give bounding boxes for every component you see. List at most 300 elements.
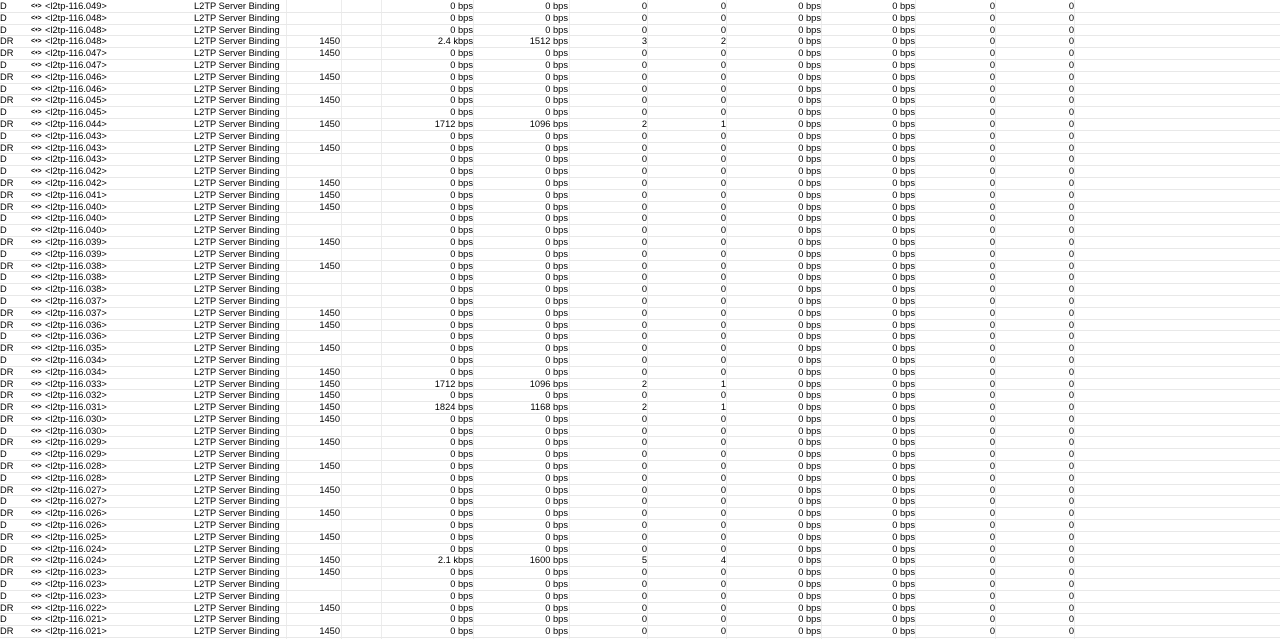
- tx-packet-rate: 0: [641, 461, 647, 472]
- fp-rx-rate: 0 bps: [892, 614, 915, 625]
- flags-cell: D: [0, 295, 7, 306]
- fp-tx-packet-rate: 0: [989, 461, 995, 472]
- fp-tx-rate: 0 bps: [798, 343, 821, 354]
- interface-icon: <•>: [31, 404, 42, 412]
- table-row[interactable]: [0, 390, 1280, 402]
- table-row[interactable]: [0, 367, 1280, 379]
- fp-tx-packet-rate: 0: [989, 496, 995, 507]
- table-row[interactable]: [0, 48, 1280, 60]
- fp-tx-packet-rate: 0: [989, 71, 995, 82]
- fp-rx-packet-rate: 0: [1068, 343, 1074, 354]
- fp-rx-packet-rate: 0: [1068, 36, 1074, 47]
- fp-rx-rate: 0 bps: [892, 472, 915, 483]
- table-row[interactable]: [0, 414, 1280, 426]
- tx-packet-rate: 0: [641, 520, 647, 531]
- actual-mtu: [287, 355, 340, 367]
- tx-rate: 0 bps: [450, 177, 473, 188]
- fp-rx-packet-rate: 0: [1068, 177, 1074, 188]
- fp-rx-packet-rate: 0: [1068, 437, 1074, 448]
- actual-mtu: 1450: [319, 366, 340, 377]
- flags-cell: D: [0, 166, 7, 177]
- interface-type: L2TP Server Binding: [194, 343, 280, 354]
- table-row[interactable]: [0, 449, 1280, 461]
- fp-tx-packet-rate: 0: [989, 48, 995, 59]
- flags-cell: D: [0, 83, 7, 94]
- flags-cell: DR: [0, 343, 14, 354]
- tx-rate: 0 bps: [450, 508, 473, 519]
- table-row[interactable]: [0, 520, 1280, 532]
- rx-rate: 0 bps: [545, 331, 568, 342]
- fp-rx-packet-rate: 0: [1068, 520, 1074, 531]
- table-row[interactable]: [0, 36, 1280, 48]
- interface-icon: <•>: [31, 286, 42, 294]
- interface-icon: <•>: [31, 26, 42, 34]
- flags-cell: D: [0, 248, 7, 259]
- table-row[interactable]: [0, 591, 1280, 603]
- table-row[interactable]: [0, 249, 1280, 261]
- fp-rx-packet-rate: 0: [1068, 602, 1074, 613]
- table-row[interactable]: [0, 1, 1280, 13]
- table-row[interactable]: [0, 261, 1280, 273]
- tx-packet-rate: 0: [641, 83, 647, 94]
- tx-packet-rate: 0: [641, 166, 647, 177]
- fp-rx-rate: 0 bps: [892, 71, 915, 82]
- table-row[interactable]: [0, 119, 1280, 131]
- fp-rx-packet-rate: 0: [1068, 390, 1074, 401]
- fp-tx-packet-rate: 0: [989, 95, 995, 106]
- fp-rx-rate: 0 bps: [892, 12, 915, 23]
- interface-name: <l2tp-116.049>: [45, 1, 107, 11]
- table-row[interactable]: [0, 461, 1280, 473]
- table-row[interactable]: [0, 308, 1280, 320]
- tx-packet-rate: 0: [641, 1, 647, 11]
- table-row[interactable]: [0, 508, 1280, 520]
- rx-packet-rate: 0: [720, 201, 726, 212]
- fp-tx-rate: 0 bps: [798, 319, 821, 330]
- tx-rate: 0 bps: [450, 413, 473, 424]
- interface-icon: <•>: [31, 498, 42, 506]
- fp-rx-packet-rate: 0: [1068, 319, 1074, 330]
- tx-rate: 0 bps: [450, 579, 473, 590]
- rx-rate: 0 bps: [545, 425, 568, 436]
- fp-rx-rate: 0 bps: [892, 402, 915, 413]
- fp-rx-packet-rate: 0: [1068, 626, 1074, 637]
- tx-rate: 0 bps: [450, 130, 473, 141]
- table-row[interactable]: [0, 603, 1280, 615]
- fp-tx-packet-rate: 0: [989, 520, 995, 531]
- interface-type: L2TP Server Binding: [194, 520, 280, 531]
- rx-rate: 0 bps: [545, 520, 568, 531]
- fp-rx-rate: 0 bps: [892, 36, 915, 47]
- table-row[interactable]: [0, 154, 1280, 166]
- tx-packet-rate: 0: [641, 236, 647, 247]
- fp-tx-rate: 0 bps: [798, 425, 821, 436]
- table-row[interactable]: [0, 296, 1280, 308]
- tx-packet-rate: 0: [641, 154, 647, 165]
- rx-rate: 0 bps: [545, 614, 568, 625]
- fp-rx-packet-rate: 0: [1068, 107, 1074, 118]
- interface-icon: <•>: [31, 262, 42, 270]
- table-row[interactable]: [0, 331, 1280, 343]
- rx-packet-rate: 0: [720, 295, 726, 306]
- fp-rx-rate: 0 bps: [892, 531, 915, 542]
- interface-type: L2TP Server Binding: [194, 177, 280, 188]
- interface-name: <l2tp-116.043>: [45, 154, 107, 165]
- tx-rate: 0 bps: [450, 59, 473, 70]
- table-row[interactable]: [0, 84, 1280, 96]
- flags-cell: DR: [0, 95, 14, 106]
- tx-packet-rate: 2: [641, 118, 647, 129]
- rx-rate: 1168 bps: [530, 402, 568, 413]
- table-row[interactable]: [0, 567, 1280, 579]
- interface-type: L2TP Server Binding: [194, 83, 280, 94]
- interface-name: <l2tp-116.026>: [45, 508, 107, 519]
- tx-rate: 0 bps: [450, 390, 473, 401]
- table-row[interactable]: [0, 107, 1280, 119]
- interface-name: <l2tp-116.038>: [45, 272, 107, 283]
- interface-name: <l2tp-116.041>: [45, 189, 107, 200]
- fp-tx-packet-rate: 0: [989, 626, 995, 637]
- rx-packet-rate: 0: [720, 531, 726, 542]
- interface-type: L2TP Server Binding: [194, 225, 280, 236]
- fp-rx-packet-rate: 0: [1068, 579, 1074, 590]
- interface-type: L2TP Server Binding: [194, 166, 280, 177]
- fp-rx-rate: 0 bps: [892, 130, 915, 141]
- tx-packet-rate: 0: [641, 425, 647, 436]
- rx-rate: 0 bps: [545, 508, 568, 519]
- actual-mtu: 1450: [319, 236, 340, 247]
- tx-packet-rate: 3: [641, 36, 647, 47]
- tx-packet-rate: 5: [641, 555, 647, 566]
- rx-packet-rate: 0: [720, 236, 726, 247]
- interface-icon: <•>: [31, 179, 42, 187]
- fp-tx-rate: 0 bps: [798, 142, 821, 153]
- actual-mtu: [287, 1, 340, 13]
- fp-tx-packet-rate: 0: [989, 508, 995, 519]
- interface-type: L2TP Server Binding: [194, 295, 280, 306]
- flags-cell: D: [0, 520, 7, 531]
- fp-tx-rate: 0 bps: [798, 201, 821, 212]
- fp-tx-rate: 0 bps: [798, 331, 821, 342]
- interface-icon: <•>: [31, 510, 42, 518]
- fp-rx-packet-rate: 0: [1068, 189, 1074, 200]
- table-row[interactable]: [0, 437, 1280, 449]
- fp-rx-packet-rate: 0: [1068, 496, 1074, 507]
- rx-rate: 1096 bps: [529, 118, 568, 129]
- rx-packet-rate: 0: [720, 626, 726, 637]
- table-row[interactable]: [0, 626, 1280, 638]
- interface-type: L2TP Server Binding: [194, 71, 280, 82]
- fp-rx-packet-rate: 0: [1068, 331, 1074, 342]
- table-row[interactable]: [0, 72, 1280, 84]
- fp-tx-rate: 0 bps: [798, 166, 821, 177]
- table-row[interactable]: [0, 544, 1280, 556]
- fp-tx-packet-rate: 0: [989, 390, 995, 401]
- table-row[interactable]: [0, 213, 1280, 225]
- interface-name: <l2tp-116.038>: [45, 284, 107, 295]
- interface-icon: <•>: [31, 463, 42, 471]
- interface-name: <l2tp-116.029>: [45, 449, 107, 460]
- interface-type: L2TP Server Binding: [194, 449, 280, 460]
- table-row[interactable]: [0, 166, 1280, 178]
- tx-rate: 0 bps: [450, 83, 473, 94]
- fp-tx-rate: 0 bps: [798, 12, 821, 23]
- fp-tx-packet-rate: 0: [989, 166, 995, 177]
- fp-rx-rate: 0 bps: [892, 142, 915, 153]
- actual-mtu: 1450: [319, 319, 340, 330]
- fp-rx-rate: 0 bps: [892, 295, 915, 306]
- fp-rx-rate: 0 bps: [892, 484, 915, 495]
- actual-mtu: [287, 579, 340, 591]
- table-row[interactable]: [0, 379, 1280, 391]
- actual-mtu: 1450: [319, 555, 340, 566]
- actual-mtu: [287, 25, 340, 37]
- fp-tx-rate: 0 bps: [798, 602, 821, 613]
- rx-rate: 0 bps: [545, 449, 568, 460]
- fp-tx-rate: 0 bps: [798, 24, 821, 35]
- interface-name: <l2tp-116.024>: [45, 555, 107, 566]
- interface-name: <l2tp-116.045>: [45, 107, 107, 118]
- tx-packet-rate: 0: [641, 543, 647, 554]
- interface-type: L2TP Server Binding: [194, 425, 280, 436]
- interface-name: <l2tp-116.047>: [45, 48, 107, 59]
- fp-rx-packet-rate: 0: [1068, 272, 1074, 283]
- fp-tx-packet-rate: 0: [989, 437, 995, 448]
- interface-icon: <•>: [31, 132, 42, 140]
- tx-rate: 0 bps: [450, 449, 473, 460]
- fp-tx-packet-rate: 0: [989, 614, 995, 625]
- table-row[interactable]: [0, 95, 1280, 107]
- interface-name: <l2tp-116.047>: [45, 59, 107, 70]
- interface-name: <l2tp-116.042>: [45, 166, 107, 177]
- actual-mtu: 1450: [319, 402, 340, 413]
- fp-tx-packet-rate: 0: [989, 36, 995, 47]
- actual-mtu: [287, 614, 340, 626]
- fp-rx-packet-rate: 0: [1068, 59, 1074, 70]
- actual-mtu: 1450: [319, 177, 340, 188]
- fp-tx-rate: 0 bps: [798, 71, 821, 82]
- fp-rx-rate: 0 bps: [892, 354, 915, 365]
- table-row[interactable]: [0, 237, 1280, 249]
- fp-tx-rate: 0 bps: [798, 284, 821, 295]
- interface-type: L2TP Server Binding: [194, 95, 280, 106]
- interface-name: <l2tp-116.024>: [45, 543, 107, 554]
- fp-rx-rate: 0 bps: [892, 378, 915, 389]
- tx-packet-rate: 0: [641, 567, 647, 578]
- tx-packet-rate: 0: [641, 48, 647, 59]
- table-row[interactable]: [0, 178, 1280, 190]
- tx-rate: 0 bps: [450, 213, 473, 224]
- fp-rx-packet-rate: 0: [1068, 555, 1074, 566]
- rx-rate: 0 bps: [545, 307, 568, 318]
- actual-mtu: [287, 520, 340, 532]
- rx-packet-rate: 0: [720, 543, 726, 554]
- tx-rate: 0 bps: [450, 343, 473, 354]
- interface-type: L2TP Server Binding: [194, 284, 280, 295]
- fp-tx-rate: 0 bps: [798, 36, 821, 47]
- tx-rate: 0 bps: [450, 307, 473, 318]
- fp-rx-packet-rate: 0: [1068, 413, 1074, 424]
- fp-tx-packet-rate: 0: [989, 260, 995, 271]
- flags-cell: DR: [0, 189, 14, 200]
- rx-rate: 0 bps: [545, 71, 568, 82]
- fp-rx-rate: 0 bps: [892, 602, 915, 613]
- interface-name: <l2tp-116.038>: [45, 260, 107, 271]
- table-row[interactable]: [0, 496, 1280, 508]
- table-row[interactable]: [0, 579, 1280, 591]
- tx-rate: 0 bps: [450, 520, 473, 531]
- rx-rate: 0 bps: [545, 366, 568, 377]
- fp-rx-packet-rate: 0: [1068, 130, 1074, 141]
- tx-packet-rate: 0: [641, 366, 647, 377]
- interface-name: <l2tp-116.042>: [45, 177, 107, 188]
- fp-tx-packet-rate: 0: [989, 590, 995, 601]
- table-row[interactable]: [0, 284, 1280, 296]
- fp-rx-packet-rate: 0: [1068, 260, 1074, 271]
- tx-packet-rate: 0: [641, 130, 647, 141]
- table-row[interactable]: [0, 320, 1280, 332]
- fp-rx-packet-rate: 0: [1068, 461, 1074, 472]
- table-row[interactable]: [0, 355, 1280, 367]
- interface-name: <l2tp-116.028>: [45, 472, 107, 483]
- flags-cell: D: [0, 590, 7, 601]
- fp-rx-packet-rate: 0: [1068, 590, 1074, 601]
- interface-name: <l2tp-116.021>: [45, 626, 107, 637]
- interface-name: <l2tp-116.023>: [45, 579, 107, 590]
- fp-tx-packet-rate: 0: [989, 1, 995, 11]
- interface-name: <l2tp-116.023>: [45, 567, 107, 578]
- interface-type: L2TP Server Binding: [194, 614, 280, 625]
- rx-rate: 0 bps: [545, 295, 568, 306]
- fp-rx-rate: 0 bps: [892, 24, 915, 35]
- actual-mtu: [287, 544, 340, 556]
- actual-mtu: 1450: [319, 95, 340, 106]
- fp-rx-packet-rate: 0: [1068, 366, 1074, 377]
- fp-tx-packet-rate: 0: [989, 59, 995, 70]
- table-row[interactable]: [0, 555, 1280, 567]
- fp-rx-rate: 0 bps: [892, 272, 915, 283]
- interface-type: L2TP Server Binding: [194, 626, 280, 637]
- tx-packet-rate: 0: [641, 449, 647, 460]
- rx-packet-rate: 0: [720, 213, 726, 224]
- fp-tx-packet-rate: 0: [989, 319, 995, 330]
- interface-name: <l2tp-116.039>: [45, 236, 107, 247]
- flags-cell: D: [0, 154, 7, 165]
- interface-list: [0, 1, 1280, 638]
- table-row[interactable]: [0, 343, 1280, 355]
- interface-type: L2TP Server Binding: [194, 366, 280, 377]
- flags-cell: D: [0, 543, 7, 554]
- flags-cell: DR: [0, 307, 14, 318]
- tx-rate: 0 bps: [450, 531, 473, 542]
- rx-packet-rate: 0: [720, 284, 726, 295]
- fp-rx-rate: 0 bps: [892, 319, 915, 330]
- table-row[interactable]: [0, 272, 1280, 284]
- interface-icon: <•>: [31, 392, 42, 400]
- rx-packet-rate: 0: [720, 142, 726, 153]
- table-row[interactable]: [0, 13, 1280, 25]
- flags-cell: D: [0, 130, 7, 141]
- flags-cell: D: [0, 59, 7, 70]
- fp-rx-packet-rate: 0: [1068, 12, 1074, 23]
- table-row[interactable]: [0, 426, 1280, 438]
- table-row[interactable]: [0, 190, 1280, 202]
- rx-rate: 0 bps: [545, 496, 568, 507]
- tx-rate: 0 bps: [450, 614, 473, 625]
- table-row[interactable]: [0, 532, 1280, 544]
- interface-icon: <•>: [31, 120, 42, 128]
- rx-rate: 0 bps: [545, 213, 568, 224]
- tx-rate: 0 bps: [450, 142, 473, 153]
- tx-packet-rate: 0: [641, 189, 647, 200]
- table-row[interactable]: [0, 60, 1280, 72]
- interface-name: <l2tp-116.035>: [45, 343, 107, 354]
- table-row[interactable]: [0, 202, 1280, 214]
- fp-rx-rate: 0 bps: [892, 59, 915, 70]
- tx-packet-rate: 0: [641, 626, 647, 637]
- fp-rx-packet-rate: 0: [1068, 531, 1074, 542]
- table-row[interactable]: [0, 473, 1280, 485]
- actual-mtu: [287, 591, 340, 603]
- flags-cell: DR: [0, 567, 14, 578]
- interface-icon: <•>: [31, 203, 42, 211]
- flags-cell: DR: [0, 602, 14, 613]
- flags-cell: DR: [0, 461, 14, 472]
- rx-packet-rate: 0: [720, 166, 726, 177]
- tx-packet-rate: 2: [641, 402, 647, 413]
- table-row[interactable]: [0, 25, 1280, 37]
- fp-rx-rate: 0 bps: [892, 626, 915, 637]
- rx-packet-rate: 0: [720, 71, 726, 82]
- fp-rx-rate: 0 bps: [892, 366, 915, 377]
- flags-cell: DR: [0, 118, 14, 129]
- interface-type: L2TP Server Binding: [194, 590, 280, 601]
- table-row[interactable]: [0, 485, 1280, 497]
- tx-rate: 0 bps: [450, 626, 473, 637]
- actual-mtu: 1450: [319, 413, 340, 424]
- fp-tx-packet-rate: 0: [989, 402, 995, 413]
- flags-cell: DR: [0, 36, 14, 47]
- table-row[interactable]: [0, 402, 1280, 414]
- rx-rate: 0 bps: [545, 354, 568, 365]
- fp-tx-packet-rate: 0: [989, 118, 995, 129]
- rx-packet-rate: 0: [720, 95, 726, 106]
- table-row[interactable]: [0, 225, 1280, 237]
- fp-tx-packet-rate: 0: [989, 236, 995, 247]
- rx-rate: 0 bps: [545, 543, 568, 554]
- actual-mtu: 1450: [319, 437, 340, 448]
- rx-rate: 0 bps: [545, 413, 568, 424]
- tx-packet-rate: 0: [641, 284, 647, 295]
- fp-rx-packet-rate: 0: [1068, 201, 1074, 212]
- table-row[interactable]: [0, 131, 1280, 143]
- flags-cell: D: [0, 225, 7, 236]
- table-row[interactable]: [0, 614, 1280, 626]
- tx-packet-rate: 0: [641, 71, 647, 82]
- fp-rx-rate: 0 bps: [892, 236, 915, 247]
- tx-packet-rate: 0: [641, 213, 647, 224]
- rx-rate: 0 bps: [545, 24, 568, 35]
- interface-name: <l2tp-116.036>: [45, 319, 107, 330]
- rx-rate: 1600 bps: [529, 555, 568, 566]
- fp-rx-packet-rate: 0: [1068, 508, 1074, 519]
- interface-name: <l2tp-116.048>: [45, 12, 107, 23]
- interface-icon: <•>: [31, 427, 42, 435]
- table-row[interactable]: [0, 143, 1280, 155]
- interface-name: <l2tp-116.046>: [45, 83, 107, 94]
- actual-mtu: 1450: [319, 343, 340, 354]
- interface-type: L2TP Server Binding: [194, 260, 280, 271]
